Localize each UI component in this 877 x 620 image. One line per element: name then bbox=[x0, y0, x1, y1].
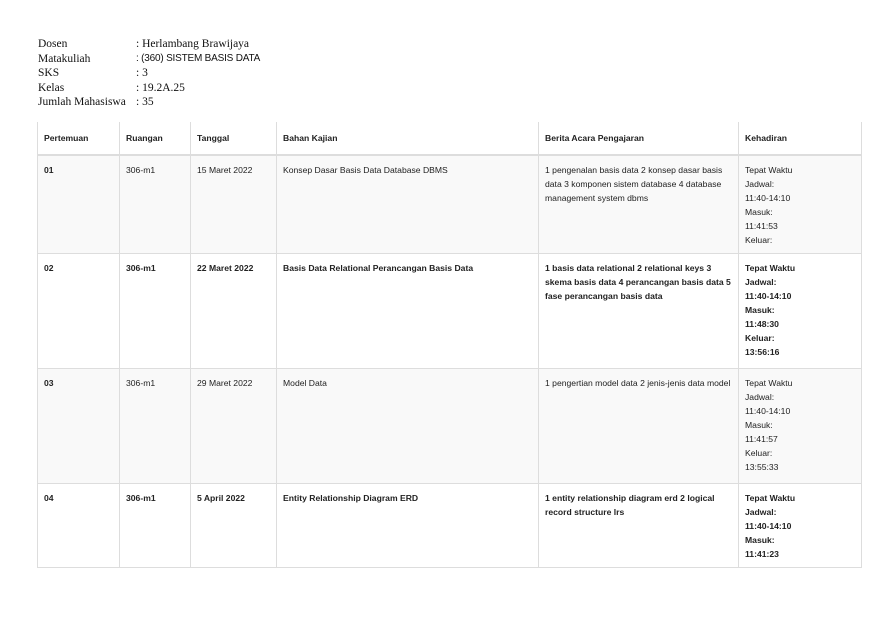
table-row bbox=[38, 484, 862, 568]
cell-tanggal: 22 Maret 2022 bbox=[191, 254, 277, 369]
cell-pertemuan: 03 bbox=[38, 369, 120, 484]
info-row-sks bbox=[38, 66, 260, 81]
header-kehadiran: Kehadiran bbox=[739, 122, 862, 155]
info-value: : Herlambang Brawijaya bbox=[136, 38, 250, 50]
info-row-dosen bbox=[38, 37, 260, 52]
info-value: : (360) SISTEM BASIS DATA bbox=[136, 52, 261, 64]
kehadiran-line: Tepat Waktu bbox=[745, 263, 796, 273]
cell-kehadiran bbox=[739, 155, 862, 254]
kehadiran-line: Masuk: bbox=[745, 420, 773, 430]
cell-ruangan: 306-m1 bbox=[120, 254, 191, 369]
header-pertemuan: Pertemuan bbox=[38, 122, 120, 155]
header-bahan-kajian: Bahan Kajian bbox=[277, 122, 539, 155]
info-row-kelas bbox=[38, 81, 260, 96]
kehadiran-line: 11:41:57 bbox=[745, 434, 778, 444]
kehadiran-line: Tepat Waktu bbox=[745, 493, 796, 503]
cell-ruangan: 306-m1 bbox=[120, 369, 191, 484]
kehadiran-line: 13:56:16 bbox=[745, 347, 780, 357]
info-label: Matakuliah bbox=[38, 52, 91, 65]
info-label: SKS bbox=[38, 67, 60, 79]
kehadiran-line: Tepat Waktu bbox=[745, 378, 793, 388]
kehadiran-line: Jadwal: bbox=[745, 392, 775, 402]
table-row bbox=[38, 369, 862, 484]
attendance-table-wrapper bbox=[37, 122, 861, 568]
cell-berita-acara: 1 entity relationship diagram erd 2 logical record structure lrs bbox=[539, 484, 739, 568]
kehadiran-line: 11:40-14:10 bbox=[745, 291, 792, 301]
info-label: Dosen bbox=[38, 38, 68, 50]
info-row-matakuliah bbox=[38, 52, 260, 67]
kehadiran-line: 11:41:53 bbox=[745, 221, 778, 231]
table-row bbox=[38, 254, 862, 369]
kehadiran-line: Masuk: bbox=[745, 305, 775, 315]
header-berita-acara: Berita Acara Pengajaran bbox=[539, 122, 739, 155]
kehadiran-line: Keluar: bbox=[745, 448, 773, 458]
cell-bahan-kajian: Entity Relationship Diagram ERD bbox=[277, 484, 539, 568]
kehadiran-line: 11:40-14:10 bbox=[745, 193, 791, 203]
kehadiran-line: Keluar: bbox=[745, 333, 775, 343]
cell-berita-acara: 1 basis data relational 2 relational keys 3 skema basis data 4 perancangan basis data 5 fase perancangan basis data bbox=[539, 254, 739, 369]
kehadiran-line: 11:40-14:10 bbox=[745, 521, 792, 531]
cell-berita-acara: 1 pengenalan basis data 2 konsep dasar basis data 3 komponen sistem database 4 database management system dbms bbox=[539, 155, 739, 254]
cell-pertemuan: 04 bbox=[38, 484, 120, 568]
cell-pertemuan: 01 bbox=[38, 155, 120, 254]
header-ruangan: Ruangan bbox=[120, 122, 191, 155]
cell-bahan-kajian: Basis Data Relational Perancangan Basis Data bbox=[277, 254, 539, 369]
kehadiran-line: Jadwal: bbox=[745, 179, 775, 189]
cell-kehadiran bbox=[739, 369, 862, 484]
table-row bbox=[38, 155, 862, 254]
kehadiran-line: Jadwal: bbox=[745, 277, 777, 287]
cell-kehadiran bbox=[739, 254, 862, 369]
kehadiran-line: Jadwal: bbox=[745, 507, 777, 517]
kehadiran-line: Keluar: bbox=[745, 235, 773, 245]
header-tanggal: Tanggal bbox=[191, 122, 277, 155]
info-value: : 19.2A.25 bbox=[136, 81, 185, 94]
cell-pertemuan: 02 bbox=[38, 254, 120, 369]
cell-ruangan: 306-m1 bbox=[120, 484, 191, 568]
info-row-jumlah-mahasiswa bbox=[38, 95, 260, 110]
cell-bahan-kajian: Konsep Dasar Basis Data Database DBMS bbox=[277, 155, 539, 254]
kehadiran-line: 11:41:23 bbox=[745, 549, 779, 559]
kehadiran-line: Tepat Waktu bbox=[745, 165, 793, 175]
cell-tanggal: 5 April 2022 bbox=[191, 484, 277, 568]
info-value: : 35 bbox=[136, 96, 154, 108]
cell-bahan-kajian: Model Data bbox=[277, 369, 539, 484]
info-label: Kelas bbox=[38, 81, 65, 94]
course-info bbox=[38, 37, 260, 110]
table-header-row bbox=[38, 122, 862, 155]
cell-berita-acara: 1 pengertian model data 2 jenis-jenis data model bbox=[539, 369, 739, 484]
cell-ruangan: 306-m1 bbox=[120, 155, 191, 254]
info-label: Jumlah Mahasiswa bbox=[38, 96, 126, 108]
kehadiran-line: 13:55:33 bbox=[745, 462, 779, 472]
kehadiran-line: 11:48:30 bbox=[745, 319, 779, 329]
kehadiran-line: Masuk: bbox=[745, 535, 775, 545]
cell-kehadiran bbox=[739, 484, 862, 568]
attendance-table bbox=[37, 122, 862, 568]
kehadiran-line: Masuk: bbox=[745, 207, 773, 217]
kehadiran-line: 11:40-14:10 bbox=[745, 406, 791, 416]
info-value: : 3 bbox=[136, 67, 148, 79]
cell-tanggal: 15 Maret 2022 bbox=[191, 155, 277, 254]
cell-tanggal: 29 Maret 2022 bbox=[191, 369, 277, 484]
